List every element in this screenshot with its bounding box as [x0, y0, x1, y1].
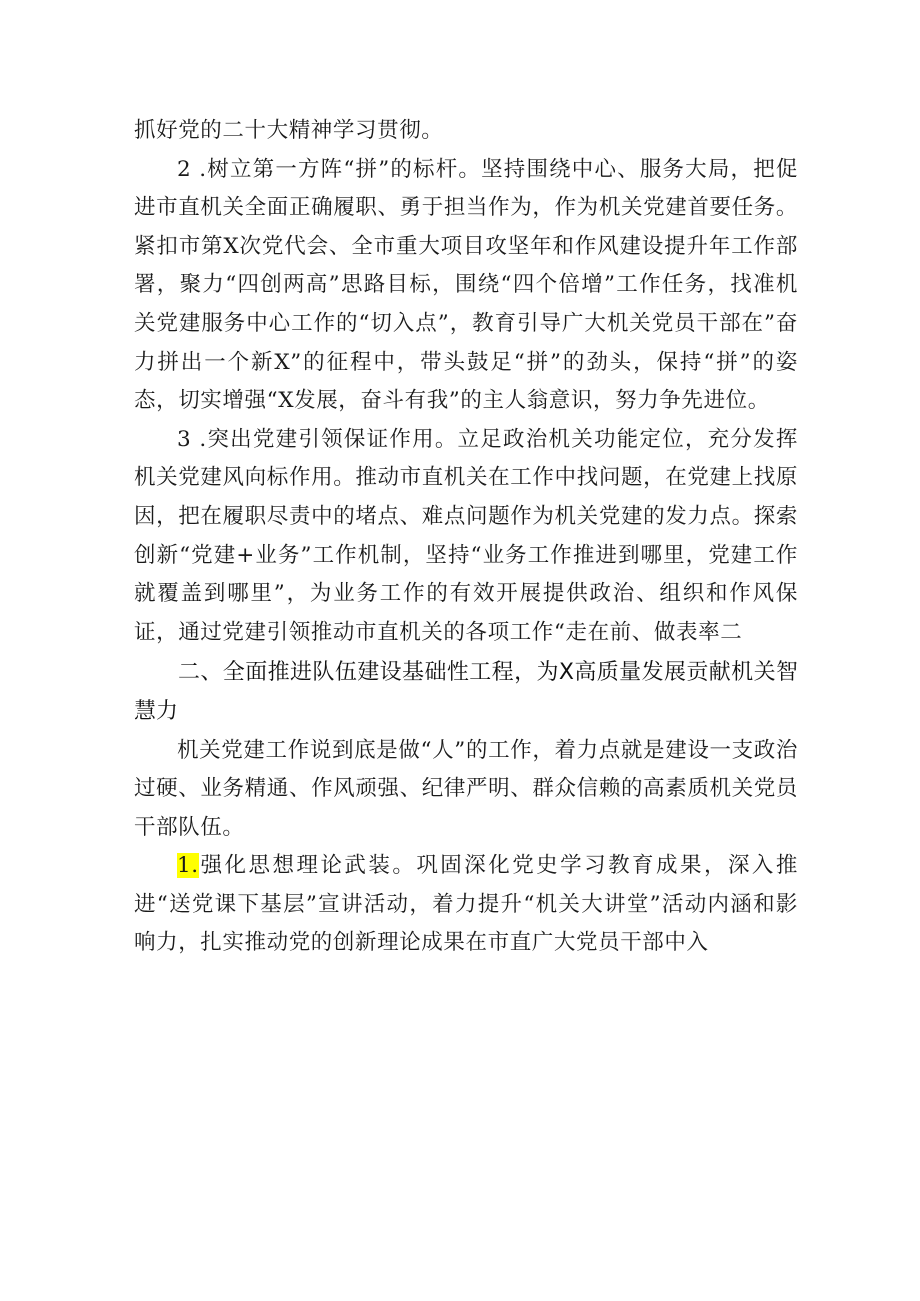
paragraph-item-1 — [134, 847, 798, 963]
paragraph-item-2: 2 .树立第一方阵“拼”的标杆。坚持围绕中心、服务大局，把促进市直机关全面正确履职、勇于担当作为，作为机关党建首要任务。紧扣市第X次党代会、全市重大项目攻坚年和作风建设提升年工作部署，聚力“四创两高”思路目标，围绕“四个倍增”工作任务，找准机关党建服务中心工作的“切入点”，教育引导广大机关党员干部在”奋力拼出一个新X”的征程中，带头鼓足“拼”的劲头，保持“拼”的姿态，切实增强“X发展，奋斗有我”的主人翁意识，努力争先进位。 — [134, 156, 798, 414]
paragraph-continuation: 抓好党的二十大精神学习贯彻。 — [134, 118, 444, 143]
paragraph-section-intro: 机关党建工作说到底是做“人”的工作，着力点就是建设一支政治过硬、业务精通、作风顽强、纪律严明、群众信赖的高素质机关党员干部队伍。 — [134, 737, 798, 840]
paragraph-item-1-text: 强化思想理论武装。巩固深化党史学习教育成果，深入推进“送党课下基层”宣讲活动，着力提升“机关大讲堂”活动内涵和影响力，扎实推动党的创新理论成果在市直广大党员干部中入 — [134, 853, 798, 956]
section-heading: 二、全面推进队伍建设基础性工程，为X高质量发展贡献机关智慧力 — [134, 660, 798, 724]
paragraph-item-3: 3 .突出党建引领保证作用。立足政治机关功能定位，充分发挥机关党建风向标作用。推动市直机关在工作中找问题，在党建上找原因，把在履职尽责中的堵点、难点问题作为机关党建的发力点。探索创新“党建+业务”工作机制，坚持“业务工作推进到哪里，党建工作就覆盖到哪里”，为业务工作的有效开展提供政治、组织和作风保证，通过党建引领推动市直机关的各项工作“走在前、做表率二 — [134, 426, 798, 645]
highlighted-item-number: 1. — [177, 853, 199, 879]
document-body — [134, 112, 798, 963]
